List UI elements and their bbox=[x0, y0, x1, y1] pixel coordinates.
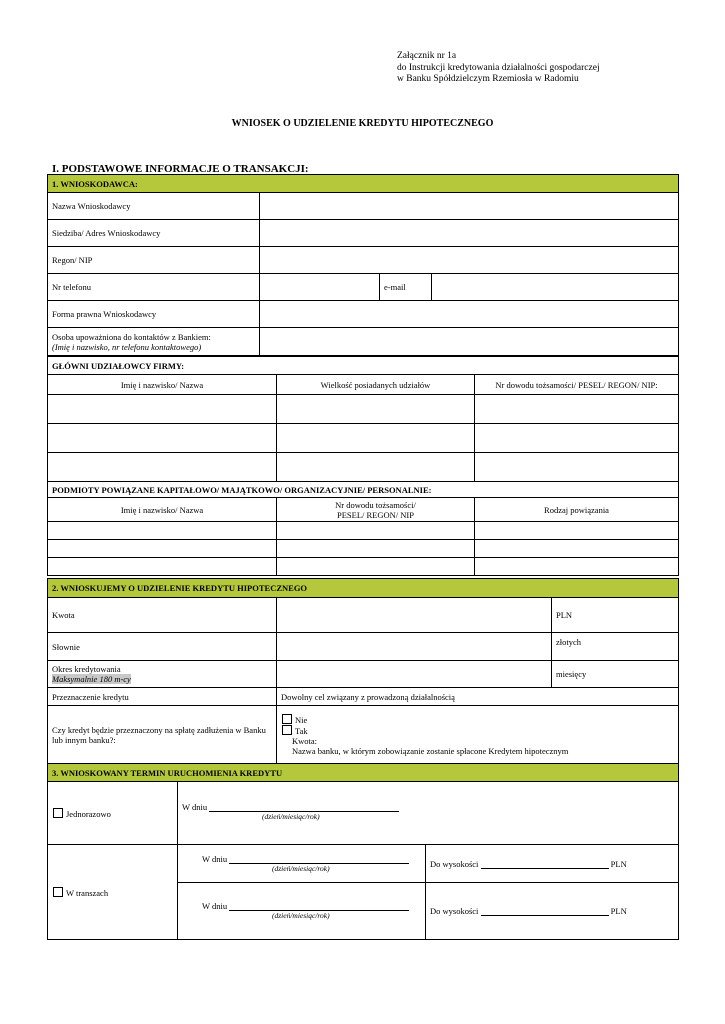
tranche1-date-label: W dniu bbox=[202, 853, 228, 864]
related-table bbox=[47, 481, 679, 576]
shareholders-col-name: Imię i nazwisko/ Nazwa bbox=[48, 375, 277, 395]
single-date-cell bbox=[178, 782, 679, 845]
shareholder-cell[interactable] bbox=[277, 424, 475, 453]
address-label: Siedziba/ Adres Wnioskodawcy bbox=[48, 220, 260, 247]
tranche2-upto: Do wysokości bbox=[430, 906, 479, 916]
related-col-id bbox=[277, 498, 475, 522]
shareholders-table bbox=[47, 356, 679, 482]
related-cell[interactable] bbox=[475, 558, 679, 576]
applicant-table bbox=[47, 174, 679, 356]
words-unit: złotych bbox=[552, 633, 679, 661]
tranche2-date-hint: (dzień/miesiąc/rok) bbox=[272, 911, 330, 920]
amount-unit: PLN bbox=[552, 598, 679, 633]
purpose-value: Dowolny cel związany z prowadzoną działalnością bbox=[277, 688, 679, 706]
shareholder-cell[interactable] bbox=[277, 453, 475, 482]
term-table bbox=[47, 763, 679, 940]
contact-hint: (Imię i nazwisko, nr telefonu kontaktowego) bbox=[52, 341, 202, 352]
shareholder-cell[interactable] bbox=[48, 453, 277, 482]
purpose-label: Przeznaczenie kredytu bbox=[48, 688, 277, 706]
refinance-bank: Nazwa banku, w którym zobowiązanie zostanie spłacone Kredytem hipotecznym bbox=[292, 745, 569, 756]
tranche1-date-cell bbox=[178, 845, 426, 883]
single-date-hint: (dzień/miesiąc/rok) bbox=[262, 812, 320, 821]
period-hint: Maksymalnie 180 m-cy bbox=[52, 674, 131, 684]
tranche2-date-label: W dniu bbox=[202, 901, 228, 911]
single-option[interactable] bbox=[48, 782, 178, 845]
phone-field[interactable] bbox=[260, 274, 380, 301]
related-cell[interactable] bbox=[277, 540, 475, 558]
tranche2-date-line[interactable] bbox=[229, 901, 409, 911]
shareholder-cell[interactable] bbox=[475, 395, 679, 424]
tranche1-date-hint: (dzień/miesiąc/rok) bbox=[272, 863, 330, 873]
related-cell[interactable] bbox=[48, 558, 277, 576]
related-cell[interactable] bbox=[48, 540, 277, 558]
header-line-3: w Banku Spółdzielczym Rzemiosła w Radomiu bbox=[397, 74, 579, 84]
term-heading: 3. WNIOSKOWANY TERMIN URUCHOMIENIA KREDYTU bbox=[48, 764, 679, 782]
related-col-id-line2: PESEL/ REGON/ NIP bbox=[337, 509, 414, 520]
tranche1-date-line[interactable] bbox=[229, 854, 409, 864]
regon-label: Regon/ NIP bbox=[48, 247, 260, 274]
amount-label: Kwota bbox=[48, 598, 277, 633]
related-col-id-line1: Nr dowodu tożsamości/ bbox=[335, 499, 416, 510]
tranche1-currency: PLN bbox=[610, 858, 627, 869]
contact-label: Osoba upoważniona do kontaktów z Bankiem: bbox=[52, 331, 211, 342]
header-line-2: do Instrukcji kredytowania działalności gospodarczej bbox=[397, 62, 600, 73]
email-field[interactable] bbox=[432, 274, 679, 301]
section-title: I. PODSTAWOWE INFORMACJE O TRANSAKCJI: bbox=[52, 163, 309, 175]
tranche-label: W transzach bbox=[66, 887, 109, 898]
related-heading: PODMIOTY POWIĄZANE KAPITAŁOWO/ MAJĄTKOWO/ ORGANIZACYJNIE/ PERSONALNIE: bbox=[48, 482, 679, 498]
period-label-cell bbox=[48, 661, 277, 688]
related-cell[interactable] bbox=[277, 522, 475, 540]
tranche2-amount-cell bbox=[426, 883, 679, 940]
related-col-name: Imię i nazwisko/ Nazwa bbox=[48, 498, 277, 522]
words-label: Słownie bbox=[48, 633, 277, 661]
refinance-label: Czy kredyt będzie przeznaczony na spłatę zadłużenia w Banku lub innym banku?: bbox=[48, 706, 277, 764]
tranche1-upto: Do wysokości bbox=[430, 858, 479, 869]
name-field[interactable] bbox=[260, 193, 679, 220]
email-label: e-mail bbox=[380, 274, 432, 301]
checkbox-single[interactable] bbox=[53, 808, 63, 818]
legal-form-label: Forma prawna Wnioskodawcy bbox=[48, 301, 260, 328]
single-date-line[interactable] bbox=[209, 802, 399, 812]
words-field[interactable] bbox=[277, 633, 552, 661]
contact-field[interactable] bbox=[260, 328, 679, 356]
period-field[interactable] bbox=[277, 661, 552, 688]
single-label: Jednorazowo bbox=[66, 808, 111, 819]
shareholder-cell[interactable] bbox=[48, 424, 277, 453]
related-cell[interactable] bbox=[48, 522, 277, 540]
name-label: Nazwa Wnioskodawcy bbox=[48, 193, 260, 220]
shareholders-col-id: Nr dowodu tożsamości/ PESEL/ REGON/ NIP: bbox=[475, 375, 679, 395]
amount-field[interactable] bbox=[277, 598, 552, 633]
shareholder-cell[interactable] bbox=[475, 424, 679, 453]
tranche1-amount-cell bbox=[426, 845, 679, 883]
address-field[interactable] bbox=[260, 220, 679, 247]
option-yes-label: Tak bbox=[295, 725, 308, 736]
period-unit: miesięcy bbox=[552, 661, 679, 688]
single-date-label: W dniu bbox=[182, 802, 208, 812]
shareholders-heading: GŁÓWNI UDZIAŁOWCY FIRMY: bbox=[48, 357, 679, 375]
checkbox-yes[interactable] bbox=[282, 725, 292, 735]
phone-label: Nr telefonu bbox=[48, 274, 260, 301]
refinance-amount: Kwota: bbox=[292, 735, 318, 746]
tranche2-date-cell bbox=[178, 883, 426, 940]
shareholder-cell[interactable] bbox=[277, 395, 475, 424]
attachment-header bbox=[397, 51, 600, 86]
period-label: Okres kredytowania bbox=[52, 664, 121, 674]
credit-heading: 2. WNIOSKUJEMY O UDZIELENIE KREDYTU HIPOTECZNEGO bbox=[48, 579, 679, 598]
option-no-label: Nie bbox=[295, 714, 308, 725]
applicant-heading: 1. WNIOSKODAWCA: bbox=[48, 175, 679, 193]
tranche-option[interactable] bbox=[48, 845, 178, 940]
legal-form-field[interactable] bbox=[260, 301, 679, 328]
option-yes-row[interactable] bbox=[282, 725, 674, 736]
regon-field[interactable] bbox=[260, 247, 679, 274]
checkbox-no[interactable] bbox=[282, 714, 292, 724]
checkbox-tranche[interactable] bbox=[53, 887, 63, 897]
contact-label-cell bbox=[48, 328, 260, 356]
related-col-relation: Rodzaj powiązania bbox=[475, 498, 679, 522]
tranche2-currency: PLN bbox=[610, 906, 627, 916]
option-no-row[interactable] bbox=[282, 714, 674, 725]
related-cell[interactable] bbox=[475, 540, 679, 558]
tranche2-amount-line[interactable] bbox=[481, 906, 609, 916]
tranche1-amount-line[interactable] bbox=[481, 859, 609, 869]
header-line-1: Załącznik nr 1a bbox=[397, 51, 457, 61]
refinance-options bbox=[277, 706, 679, 764]
shareholder-cell[interactable] bbox=[475, 453, 679, 482]
related-cell[interactable] bbox=[475, 522, 679, 540]
related-cell[interactable] bbox=[277, 558, 475, 576]
credit-table bbox=[47, 578, 679, 764]
document-title: WNIOSEK O UDZIELENIE KREDYTU HIPOTECZNEGO bbox=[231, 118, 494, 129]
shareholder-cell[interactable] bbox=[48, 395, 277, 424]
shareholders-col-shares: Wielkość posiadanych udziałów bbox=[277, 375, 475, 395]
